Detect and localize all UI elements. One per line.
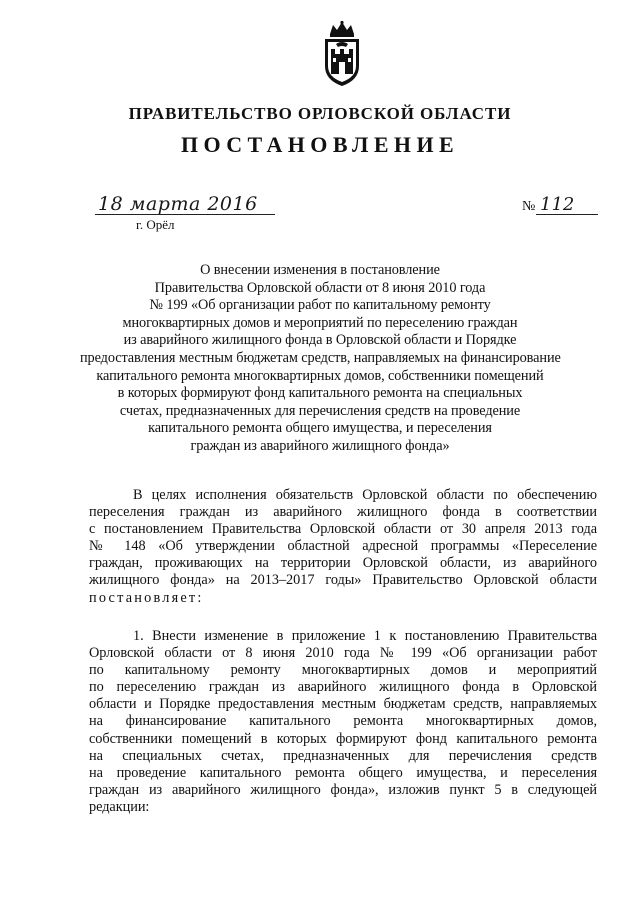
handwritten-number: 112 xyxy=(540,194,575,215)
paragraph-line: граждан из аварийного жилищного фонда», изложив пункт 5 в следующей xyxy=(89,781,597,798)
paragraph-line: редакции: xyxy=(89,798,150,815)
paragraph-line: по переселению граждан из аварийного жилищного фонда в Орловской xyxy=(89,679,597,696)
date-underline xyxy=(95,214,275,215)
subject-line: Правительства Орловской области от 8 июня 2010 года xyxy=(154,279,486,296)
subject-line: в которых формируют фонд капитального ремонта на специальных xyxy=(117,385,523,402)
subject-line: капитального ремонта общего имущества, и переселения xyxy=(148,420,492,437)
number-underline xyxy=(536,214,598,215)
paragraph-line: области и Порядке предоставления местным бюджетам средств, направляемых xyxy=(89,696,597,713)
document-type-title: ПОСТАНОВЛЕНИЕ xyxy=(180,132,460,157)
paragraph-line: 1. Внести изменение в приложение 1 к постановлению Правительства xyxy=(133,628,597,644)
coat-of-arms-icon xyxy=(321,20,363,88)
handwritten-date: 18 марта 2016 xyxy=(98,193,258,215)
paragraph-line: № 148 «Об утверждении областной адресной программы «Переселение xyxy=(89,538,597,555)
subject-line: многоквартирных домов и мероприятий по переселению граждан xyxy=(122,314,518,331)
subject-line: № 199 «Об организации работ по капитальному ремонту xyxy=(149,297,491,314)
paragraph-line: переселения граждан из аварийного жилищного фонда в соответствии xyxy=(89,504,597,521)
subject-line: предоставления местным бюджетам средств, направляемых на финансирование xyxy=(80,349,561,366)
paragraph-line: на финансирование капитального ремонта многоквартирных домов, xyxy=(89,713,597,730)
paragraph-line: Орловской области от 8 июня 2010 года № 199 «Об организации работ xyxy=(89,645,597,662)
paragraph-line: на проведение капитального ремонта общего имущества, и переселения xyxy=(89,764,597,781)
preamble-paragraph xyxy=(89,487,597,607)
subject-line: О внесении изменения в постановление xyxy=(200,262,440,278)
city-label: г. Орёл xyxy=(136,217,175,232)
item-1-paragraph xyxy=(89,628,597,816)
subject-line: граждан из аварийного жилищного фонда» xyxy=(190,437,450,454)
number-label: № xyxy=(522,199,536,214)
subject-line: счетах, предназначенных для перечисления средств на проведение xyxy=(119,402,521,419)
subject-line: капитального ремонта многоквартирных домов, собственники помещений xyxy=(96,367,544,384)
paragraph-line: по капитальному ремонту многоквартирных домов и мероприятий xyxy=(89,662,597,679)
government-title: ПРАВИТЕЛЬСТВО ОРЛОВСКОЙ ОБЛАСТИ xyxy=(128,104,512,123)
subject-line: из аварийного жилищного фонда в Орловской области и Порядке xyxy=(123,332,517,349)
resolution-subject xyxy=(80,262,560,456)
paragraph-line: граждан, проживающих на территории Орловской области, из аварийного xyxy=(89,555,597,572)
paragraph-line: жилищного фонда» на 2013–2017 годы» Правительство Орловской области xyxy=(89,572,597,589)
paragraph-line: В целях исполнения обязательств Орловской области по обеспечению xyxy=(133,487,597,503)
paragraph-line: собственники помещений в которых формируют фонд капитального ремонта xyxy=(89,730,597,747)
paragraph-line: на специальных счетах, предназначенных для перечисления средств xyxy=(89,747,597,764)
paragraph-line: постановляет: xyxy=(89,589,204,606)
paragraph-line: с постановлением Правительства Орловской области от 30 апреля 2013 года xyxy=(89,521,597,538)
